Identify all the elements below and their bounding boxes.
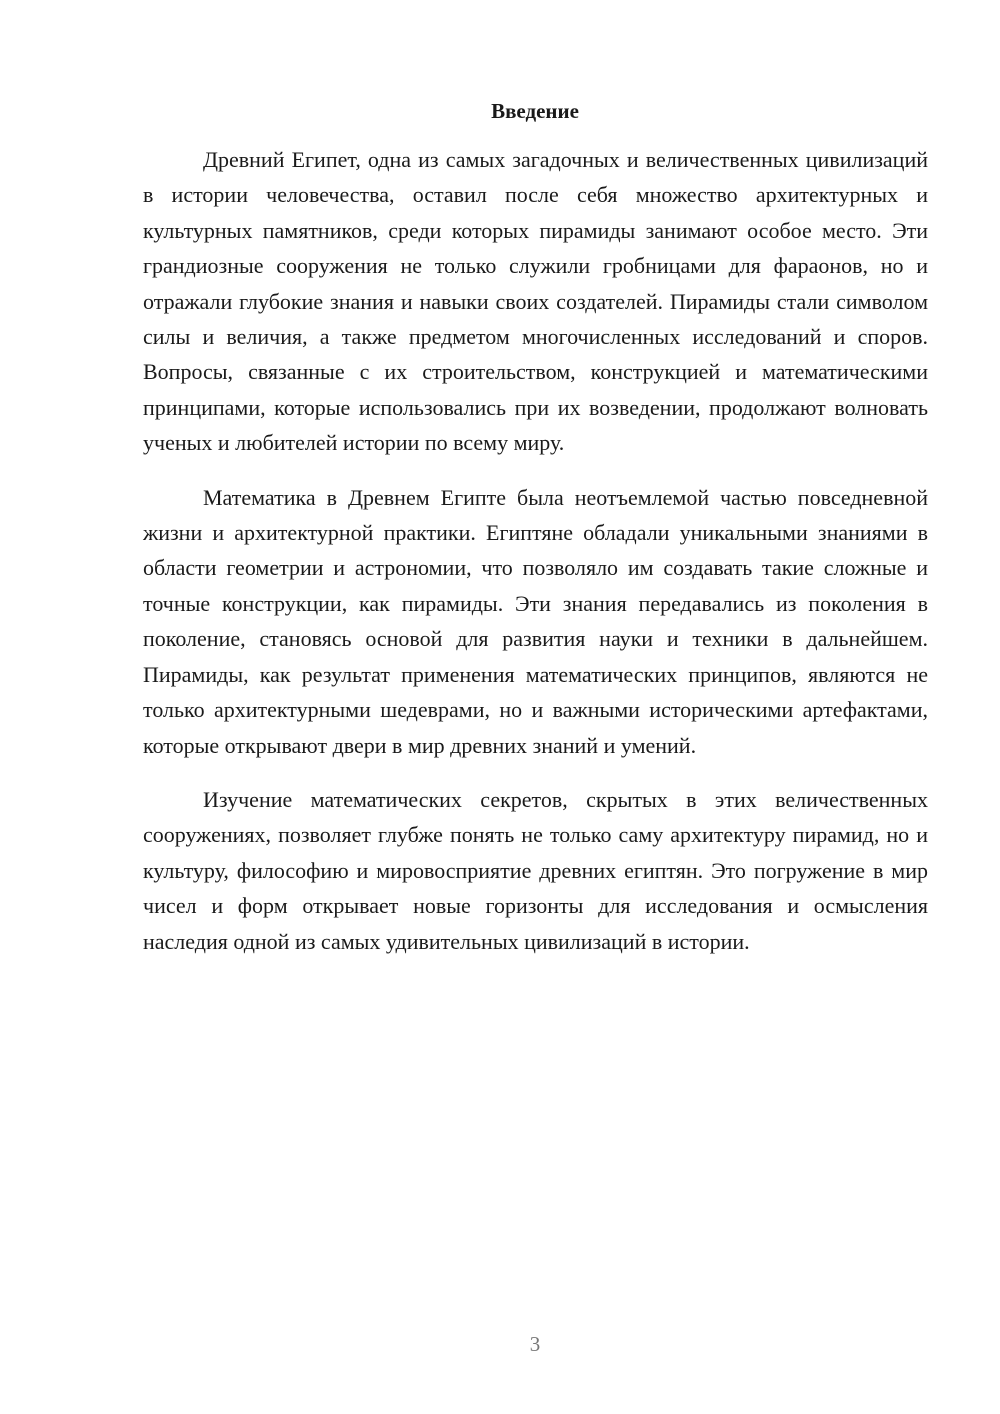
section-heading: Введение xyxy=(491,99,579,123)
paragraph-1: Древний Египет, одна из самых загадочных и величественных цивилизаций в истории человечества, оставил после себя множество архитектурных и культурных памятников, среди которых пирамиды занимают особое место. Эти грандиозные сооружения не только служили гробницами для фараонов, но и отражали глубокие знания и навыки своих создателей. Пирамиды стали символом силы и величия, а также предметом многочисленных исследований и споров. Вопросы, связанные с их строительством, конструкцией и математическими принципами, которые использовались при их возведении, продолжают волновать ученых и любителей истории по всему миру. xyxy=(143,147,928,456)
paragraph-2: Математика в Древнем Египте была неотъемлемой частью повседневной жизни и архитектурной практики. Египтяне обладали уникальными знаниями в области геометрии и астрономии, что позволяло им создавать такие сложные и точные конструкции, как пирамиды. Эти знания передавались из поколения в поколение, становясь основой для развития науки и техники в дальнейшем. Пирамиды, как результат применения математических принципов, являются не только архитектурными шедеврами, но и важными историческими артефактами, которые открывают двери в мир древних знаний и умений. xyxy=(143,484,928,758)
page-number: 3 xyxy=(529,1332,541,1356)
body-text xyxy=(143,142,928,959)
paragraph-3: Изучение математических секретов, скрытых в этих величественных сооружениях, позволяет глубже понять не только саму архитектуру пирамид, но и культуру, философию и мировосприятие древних египтян. Это погружение в мир чисел и форм открывает новые горизонты для исследования и осмысления наследия одной из самых удивительных цивилизаций в истории. xyxy=(143,786,928,954)
